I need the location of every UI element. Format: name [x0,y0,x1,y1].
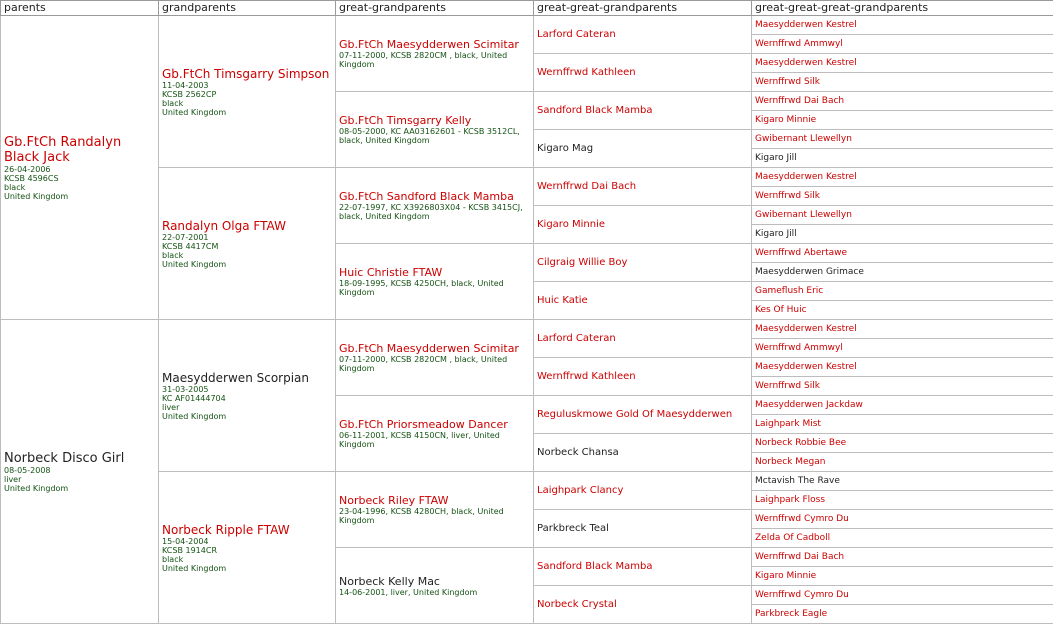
great-great-great-grandparent-cell [752,434,1053,453]
great-great-grandparent-name-link[interactable]: Kigaro Minnie [537,219,748,231]
great-great-great-grandparent-cell [752,510,1053,529]
header-great-grandparents: great-grandparents [336,1,534,16]
great-great-great-grandparent-name-link[interactable]: Wernffrwd Ammwyl [755,38,1050,50]
great-great-grandparent-cell [534,320,752,358]
parent-detail: United Kingdom [4,192,155,201]
great-great-grandparent-cell [534,434,752,472]
great-grandparent-cell [336,320,534,396]
grandparent-cell [159,472,336,624]
grandparent-name-link[interactable]: Norbeck Ripple FTAW [162,523,332,537]
great-great-great-grandparent-name-link[interactable]: Wernffrwd Cymro Du [755,513,1050,525]
parent-name-link[interactable]: Norbeck Disco Girl [4,451,155,466]
great-great-great-grandparent-cell [752,320,1053,339]
great-great-great-grandparent-name-link[interactable]: Wernffrwd Abertawe [755,247,1050,259]
great-great-great-grandparent-cell [752,92,1053,111]
great-great-great-grandparent-cell [752,472,1053,491]
great-great-great-grandparent-name-link[interactable]: Kigaro Minnie [755,114,1050,126]
great-great-great-grandparent-cell [752,149,1053,168]
great-great-great-grandparent-cell [752,282,1053,301]
great-grandparent-name-link[interactable]: Norbeck Kelly Mac [339,575,530,588]
grandparent-detail: 11-04-2003 [162,81,332,90]
great-grandparent-cell [336,548,534,624]
great-great-great-grandparent-name-link[interactable]: Kes Of Huic [755,304,1050,316]
great-great-great-grandparent-name-link[interactable]: Kigaro Jill [755,228,1050,240]
great-grandparent-detail: 14-06-2001, liver, United Kingdom [339,588,530,597]
grandparent-cell [159,168,336,320]
great-great-grandparent-name-link[interactable]: Sandford Black Mamba [537,561,748,573]
great-great-great-grandparent-name-link[interactable]: Norbeck Robbie Bee [755,437,1050,449]
great-great-great-grandparent-cell [752,187,1053,206]
great-great-grandparent-cell [534,168,752,206]
great-great-grandparent-name-link[interactable]: Parkbreck Teal [537,523,748,535]
great-great-great-grandparent-cell [752,16,1053,35]
great-great-great-grandparent-cell [752,548,1053,567]
parent-detail: black [4,183,155,192]
grandparent-detail: 31-03-2005 [162,385,332,394]
great-great-grandparent-name-link[interactable]: Huic Katie [537,295,748,307]
great-grandparent-detail: 22-07-1997, KC X3926803X04 - KCSB 3415CJ, black, United Kingdom [339,203,530,221]
great-great-grandparent-name-link[interactable]: Kigaro Mag [537,143,748,155]
grandparent-name-link[interactable]: Gb.FtCh Timsgarry Simpson [162,67,332,81]
great-great-great-grandparent-cell [752,73,1053,92]
great-great-grandparent-cell [534,130,752,168]
pedigree-row [1,16,1053,35]
great-grandparent-name-link[interactable]: Gb.FtCh Timsgarry Kelly [339,114,530,127]
great-great-grandparent-cell [534,244,752,282]
great-great-great-grandparent-name-link[interactable]: Kigaro Minnie [755,570,1050,582]
great-great-great-grandparent-cell [752,168,1053,187]
great-great-grandparent-cell [534,206,752,244]
header-parents: parents [1,1,159,16]
great-great-grandparent-cell [534,92,752,130]
great-grandparent-name-link[interactable]: Huic Christie FTAW [339,266,530,279]
great-great-great-grandparent-cell [752,491,1053,510]
great-great-grandparent-cell [534,472,752,510]
great-great-great-grandparent-cell [752,586,1053,605]
pedigree-body [1,16,1053,624]
great-great-grandparent-name-link[interactable]: Laighpark Clancy [537,485,748,497]
great-great-great-grandparent-name-link[interactable]: Maesydderwen Kestrel [755,323,1050,335]
great-great-great-grandparent-cell [752,396,1053,415]
great-great-great-grandparent-cell [752,225,1053,244]
great-great-great-grandparent-name-link[interactable]: Wernffrwd Silk [755,190,1050,202]
great-grandparent-cell [336,168,534,244]
great-grandparent-name-link[interactable]: Gb.FtCh Maesydderwen Scimitar [339,342,530,355]
great-great-great-grandparent-cell [752,263,1053,282]
great-great-great-grandparent-name-link[interactable]: Maesydderwen Kestrel [755,57,1050,69]
great-great-great-grandparent-name-link[interactable]: Gwibernant Llewellyn [755,133,1050,145]
great-great-grandparent-name-link[interactable]: Larford Cateran [537,333,748,345]
great-great-great-grandparent-name-link[interactable]: Wernffrwd Dai Bach [755,551,1050,563]
grandparent-cell [159,320,336,472]
great-great-great-grandparent-cell [752,54,1053,73]
great-grandparent-name-link[interactable]: Gb.FtCh Priorsmeadow Dancer [339,418,530,431]
great-great-grandparent-name-link[interactable]: Norbeck Chansa [537,447,748,459]
header-grandparents: grandparents [159,1,336,16]
great-great-grandparent-cell [534,586,752,624]
parent-cell [1,320,159,624]
pedigree-row [1,320,1053,339]
great-great-great-grandparent-cell [752,130,1053,149]
great-grandparent-cell [336,472,534,548]
great-great-great-grandparent-name-link[interactable]: Maesydderwen Kestrel [755,19,1050,31]
great-great-grandparent-cell [534,548,752,586]
great-grandparent-name-link[interactable]: Gb.FtCh Maesydderwen Scimitar [339,38,530,51]
great-great-great-grandparent-name-link[interactable]: Gameflush Eric [755,285,1050,297]
grandparent-cell [159,16,336,168]
great-grandparent-cell [336,396,534,472]
great-great-great-grandparent-name-link[interactable]: Wernffrwd Cymro Du [755,589,1050,601]
great-grandparent-cell [336,244,534,320]
great-grandparent-detail: 07-11-2000, KCSB 2820CM , black, United Kingdom [339,355,530,373]
parent-detail: liver [4,475,155,484]
great-grandparent-cell [336,92,534,168]
grandparent-detail: 22-07-2001 [162,233,332,242]
grandparent-detail: black [162,555,332,564]
great-great-grandparent-name-link[interactable]: Larford Cateran [537,29,748,41]
great-great-grandparent-cell [534,16,752,54]
great-grandparent-name-link[interactable]: Gb.FtCh Sandford Black Mamba [339,190,530,203]
great-great-great-grandparent-name-link[interactable]: Norbeck Megan [755,456,1050,468]
great-great-great-grandparent-name-link[interactable]: Laighpark Mist [755,418,1050,430]
great-great-great-grandparent-cell [752,111,1053,130]
grandparent-detail: 15-04-2004 [162,537,332,546]
great-great-great-grandparent-cell [752,358,1053,377]
great-great-great-grandparent-cell [752,377,1053,396]
great-great-grandparent-cell [534,396,752,434]
great-grandparent-detail: 23-04-1996, KCSB 4280CH, black, United Kingdom [339,507,530,525]
great-great-great-grandparent-name-link[interactable]: Zelda Of Cadboll [755,532,1050,544]
great-great-grandparent-cell [534,54,752,92]
parent-detail: United Kingdom [4,484,155,493]
great-great-great-grandparent-name-link[interactable]: Maesydderwen Kestrel [755,171,1050,183]
pedigree-row [1,168,1053,187]
great-grandparent-detail: 07-11-2000, KCSB 2820CM , black, United Kingdom [339,51,530,69]
grandparent-detail: black [162,251,332,260]
grandparent-detail: United Kingdom [162,260,332,269]
great-grandparent-detail: 08-05-2000, KC AA03162601 - KCSB 3512CL, black, United Kingdom [339,127,530,145]
great-great-great-grandparent-cell [752,206,1053,225]
great-great-great-grandparent-name-link[interactable]: Mctavish The Rave [755,475,1050,487]
great-great-great-grandparent-name-link[interactable]: Kigaro Jill [755,152,1050,164]
great-great-grandparent-name-link[interactable]: Sandford Black Mamba [537,105,748,117]
great-great-great-grandparent-name-link[interactable]: Wernffrwd Ammwyl [755,342,1050,354]
great-great-great-grandparent-cell [752,339,1053,358]
great-great-grandparent-name-link[interactable]: Wernffrwd Kathleen [537,67,748,79]
great-great-grandparent-name-link[interactable]: Wernffrwd Kathleen [537,371,748,383]
great-grandparent-detail: 18-09-1995, KCSB 4250CH, black, United Kingdom [339,279,530,297]
great-great-great-grandparent-cell [752,301,1053,320]
grandparent-detail: KC AF01444704 [162,394,332,403]
great-great-great-grandparent-name-link[interactable]: Wernffrwd Silk [755,76,1050,88]
great-great-grandparent-name-link[interactable]: Reguluskmowe Gold Of Maesydderwen [537,409,748,421]
great-grandparent-detail: 06-11-2001, KCSB 4150CN, liver, United Kingdom [339,431,530,449]
header-great-great-grandparents: great-great-grandparents [534,1,752,16]
great-great-grandparent-name-link[interactable]: Norbeck Crystal [537,599,748,611]
grandparent-detail: KCSB 2562CP [162,90,332,99]
great-great-great-grandparent-name-link[interactable]: Laighpark Floss [755,494,1050,506]
great-grandparent-cell [336,16,534,92]
grandparent-detail: United Kingdom [162,564,332,573]
great-great-great-grandparent-name-link[interactable]: Maesydderwen Kestrel [755,361,1050,373]
great-great-great-grandparent-cell [752,453,1053,472]
great-great-great-grandparent-name-link[interactable]: Wernffrwd Silk [755,380,1050,392]
great-great-grandparent-cell [534,510,752,548]
great-great-great-grandparent-name-link[interactable]: Parkbreck Eagle [755,608,1050,620]
grandparent-detail: United Kingdom [162,108,332,117]
grandparent-name-link[interactable]: Maesydderwen Scorpian [162,371,332,385]
parent-detail: 26-04-2006 [4,165,155,174]
header-row [1,1,1053,16]
grandparent-detail: United Kingdom [162,412,332,421]
great-great-great-grandparent-cell [752,415,1053,434]
grandparent-detail: black [162,99,332,108]
grandparent-name-link[interactable]: Randalyn Olga FTAW [162,219,332,233]
parent-name-link[interactable]: Gb.FtCh Randalyn Black Jack [4,135,155,165]
header-great-great-great-grandparents: great-great-great-grandparents [752,1,1053,16]
great-great-great-grandparent-cell [752,529,1053,548]
great-great-grandparent-name-link[interactable]: Wernffrwd Dai Bach [537,181,748,193]
great-great-grandparent-cell [534,358,752,396]
great-great-grandparent-cell [534,282,752,320]
grandparent-detail: KCSB 4417CM [162,242,332,251]
great-great-great-grandparent-cell [752,605,1053,624]
parent-detail: 08-05-2008 [4,466,155,475]
great-great-great-grandparent-name-link[interactable]: Maesydderwen Grimace [755,266,1050,278]
great-great-great-grandparent-name-link[interactable]: Wernffrwd Dai Bach [755,95,1050,107]
great-great-grandparent-name-link[interactable]: Cilgraig Willie Boy [537,257,748,269]
grandparent-detail: liver [162,403,332,412]
parent-cell [1,16,159,320]
pedigree-row [1,472,1053,491]
great-great-great-grandparent-name-link[interactable]: Gwibernant Llewellyn [755,209,1050,221]
parent-detail: KCSB 4596CS [4,174,155,183]
great-great-great-grandparent-cell [752,244,1053,263]
great-great-great-grandparent-cell [752,35,1053,54]
great-grandparent-name-link[interactable]: Norbeck Riley FTAW [339,494,530,507]
grandparent-detail: KCSB 1914CR [162,546,332,555]
great-great-great-grandparent-cell [752,567,1053,586]
great-great-great-grandparent-name-link[interactable]: Maesydderwen Jackdaw [755,399,1050,411]
